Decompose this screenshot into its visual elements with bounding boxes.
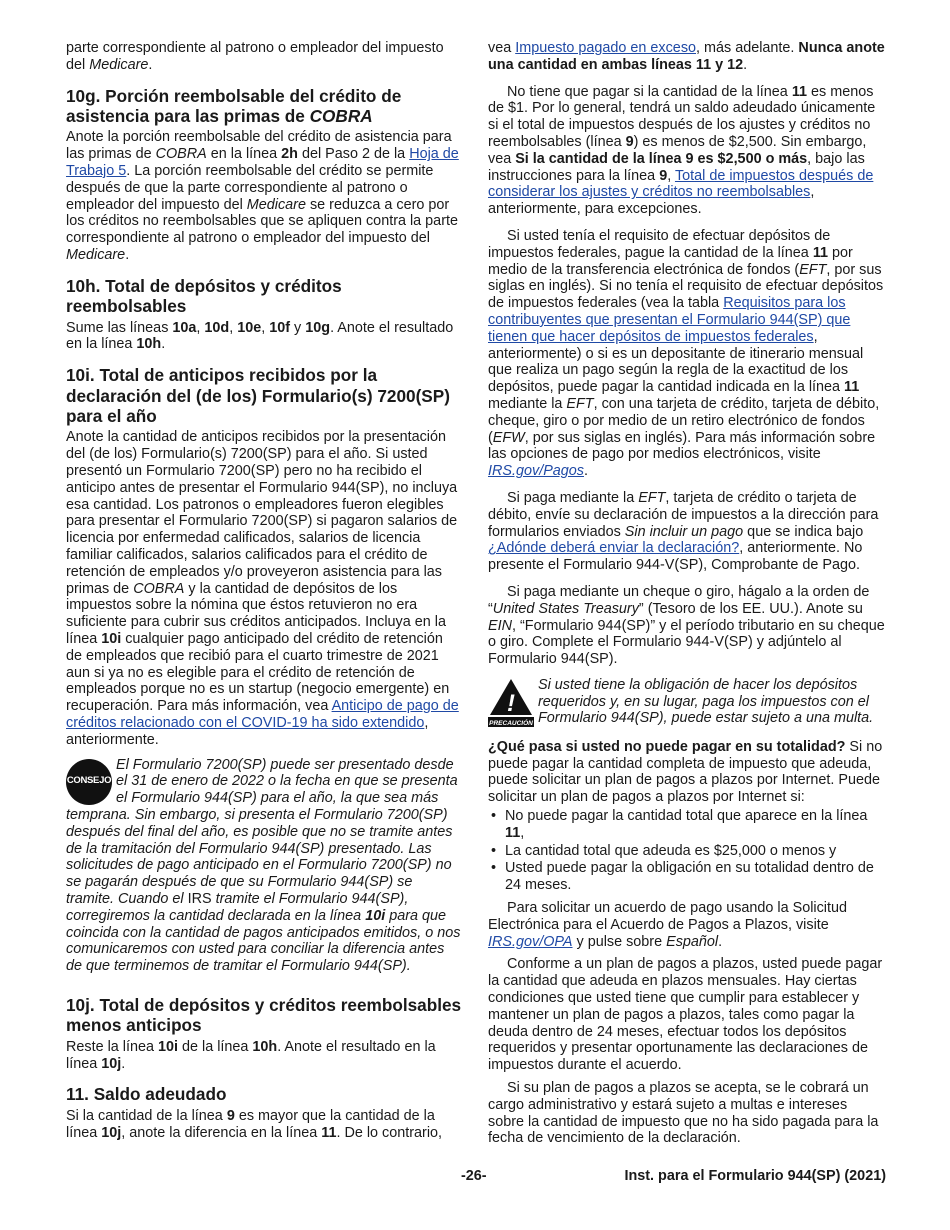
heading-10j: 10j. Total de depósitos y créditos reembolsables menos anticipos <box>66 994 462 1036</box>
link-requisitos-depositos[interactable]: Requisitos para los contribuyentes que presentan el Formulario 944(SP) que tienen que hacer depósitos de impuestos federales <box>488 295 851 345</box>
list-item: • La cantidad total que adeuda es $25,000 o menos y <box>488 843 886 860</box>
link-irs-gov-opa[interactable]: IRS.gov/OPA <box>488 933 573 950</box>
heading-11: 11. Saldo adeudado <box>66 1084 227 1105</box>
paragraph-card: Si paga mediante la EFT, tarjeta de crédito o tarjeta de débito, envíe su declaración de impuestos a la dirección para formularios enviados Sin incluir un pago que se indica bajo ¿Adónde deberá enviar la declaración?, anteriormente. No presente el Formulario 944-V(SP), Comprobante de Pago. <box>488 489 879 574</box>
caution-exclamation: ! <box>507 689 515 717</box>
page-number: -26- <box>461 1168 487 1184</box>
paragraph-10i: Anote la cantidad de anticipos recibidos por la presentación del (de los) Formulario(s) 7200(SP) para el año. Si usted presentó un Formulario 7200(SP) pero no ha recibido el anticipo antes de presentar el Formulario 944(SP), no incluya esa cantidad. Los patronos o empleadores fueron elegibles para presentar el Formulario 7200(SP) si pagaron salarios de licencia por enfermedad calificados, salarios de licencia familiar calificados, salarios calificados para el crédito de retención de empleados y/o proveyeron asistencia para las primas de COBRA y la cantidad de depósitos de los impuestos sobre la nómina que éstos retuvieron no era suficiente para cubrir sus créditos anticipados. Incluya en la línea 10i cualquier pago anticipado del crédito de retención de empleados que recibió para el cuarto trimestre de 2021 aun si ya no es elegible para el crédito de retención de empleados porque no es un startup (negocio emergente) en recuperación. Para más información, vea Anticipo de pago de créditos relacionado con el COVID-19 ha sido extendido, anteriormente. <box>66 429 459 748</box>
link-impuesto-pagado-en-exceso[interactable]: Impuesto pagado en exceso <box>515 40 697 56</box>
link-anticipo-covid[interactable]: Anticipo de pago de créditos relacionado con el COVID-19 ha sido extendido <box>66 698 459 731</box>
document-title: Inst. para el Formulario 944(SP) (2021) <box>624 1168 886 1184</box>
link-hoja-de-trabajo-5[interactable]: Hoja de Trabajo 5 <box>66 146 459 179</box>
intro-paragraph: parte correspondiente al patrono o empleador del impuesto del Medicare. <box>66 40 444 73</box>
link-adonde-enviar[interactable]: ¿Adónde deberá enviar la declaración? <box>488 540 740 557</box>
heading-10i: 10i. Total de anticipos recibidos por la declaración del (de los) Formulario(s) 7200(SP) para el año <box>66 365 450 426</box>
paragraph-opa: Para solicitar un acuerdo de pago usando la Solicitud Electrónica para el Acuerdo de Pagos a Plazos, visite IRS.gov/OPA y pulse sobre Español. <box>488 900 847 950</box>
tip-note: CONSEJO El Formulario 7200(SP) puede ser presentado desde el 31 de enero de 2022 o la fecha en que se presenta el Formulario 944(SP) para el año, la que sea más temprana. Sin embargo, si presenta el Formulario 7200(SP) después del final del año, es posible que no se tramite antes de la tramitación del Formulario 944(SP) presentado. Las solicitudes de pago anticipado en el Formulario 7200(SP) no se pagarán después de que su Formulario 944(SP) se tramite. Cuando el IRS tramite el Formulario 944(SP), corregiremos la cantidad declarada en la línea 10i para que coincida con la cantidad de pagos anticipados emitidos, o nos comunicaremos con usted para conciliar la diferencia antes de que terminemos de tramitar el Formulario 944(SP). <box>66 756 461 975</box>
paragraph-check: Si paga mediante un cheque o giro, hágalo a la orden de “United States Treasury” (Tesoro de los EE. UU.). Anote su EIN, “Formulario 944(SP)” y el período tributario en su cheque o giro. Complete el Formulario 944-V(SP) y adjúntelo al Formulario 944(SP). <box>488 583 885 668</box>
caution-label: PRECAUCIÓN <box>489 719 533 727</box>
paragraph-10j: Reste la línea 10i de la línea 10h. Anote el resultado en la línea 10j. <box>66 1038 436 1072</box>
heading-10g: 10g. Porción reembolsable del crédito de asistencia para las primas de COBRA <box>66 85 402 126</box>
paragraph-continued: vea Impuesto pagado en exceso, más adelante. Nunca anote una cantidad en ambas líneas 11 y 12. <box>488 40 885 73</box>
paragraph-11: Si la cantidad de la línea 9 es mayor que la cantidad de la línea 10j, anote la diferencia en la línea 11. De lo contrario, <box>66 1107 443 1141</box>
paragraph-cannot-pay: ¿Qué pasa si usted no puede pagar en su totalidad? Si no puede pagar la cantidad completa de impuesto que adeuda, puede solicitar un plan de pagos a plazos por Internet. Puede solicitar un plan de pagos a plazos por Internet si: <box>488 738 883 806</box>
list-item: • Usted puede pagar la obligación en su totalidad dentro de 24 meses. <box>488 860 886 894</box>
paragraph-plan: Conforme a un plan de pagos a plazos, usted puede pagar la cantidad que adeuda en plazos mensuales. Hay ciertas condiciones que usted tiene que cumplir para establecer y mantener un plan de pagos a plazos, tales como pagar la deuda dentro de 24 meses, efectuar todos los depósitos requeridos y presentar oportunamente las declaraciones de impuestos durante el acuerdo. <box>488 956 883 1074</box>
paragraph-fee: Si su plan de pagos a plazos se acepta, se le cobrará un cargo administrativo y estará sujeto a multas e intereses sobre la cantidad de impuesto que no ha sido pagada para la fecha de vencimiento de la declaración. <box>488 1080 879 1147</box>
paragraph-no-pay: No tiene que pagar si la cantidad de la línea 11 es menos de $1. Por lo general, tendrá un saldo adeudado únicamente si el total de impuestos después de los ajustes y créditos no reembolsables (línea 9) es menos de $2,500. Sin embargo, vea Si la cantidad de la línea 9 es $2,500 o más, bajo las instrucciones para la línea 9, Total de impuestos después de considerar los ajustes y créditos no reembolsables, anteriormente, para excepciones. <box>488 83 876 218</box>
link-total-impuestos-ajustes[interactable]: Total de impuestos después de considerar los ajustes y créditos no reembolsables <box>488 167 874 201</box>
left-column <box>66 40 462 1141</box>
link-irs-gov-pagos[interactable]: IRS.gov/Pagos <box>488 463 584 480</box>
conditions-list <box>488 808 886 894</box>
paragraph-10h: Sume las líneas 10a, 10d, 10e, 10f y 10g. Anote el resultado en la línea 10h. <box>66 319 454 353</box>
paragraph-10g: Anote la porción reembolsable del crédito de asistencia para las primas de COBRA en la línea 2h del Paso 2 de la Hoja de Trabajo 5. La porción reembolsable del crédito se permite después de que la parte correspondiente al patrono o empleador del impuesto del Medicare se reduzca a cero por los créditos no reembolsables que se apliquen contra la parte correspondiente al patrono o empleador del impuesto del Medicare. <box>66 129 459 263</box>
caution-icon <box>488 677 534 727</box>
consejo-icon: CONSEJO <box>66 759 112 805</box>
caution-text: Si usted tiene la obligación de hacer los depósitos requeridos y, en su lugar, paga los impuestos con el Formulario 944(SP), puede estar sujeto a una multa. <box>538 676 874 727</box>
paragraph-eft: Si usted tenía el requisito de efectuar depósitos de impuestos federales, pague la cantidad de la línea 11 por medio de la transferencia electrónica de fondos (EFT, por sus siglas en inglés). Si no tenía el requisito de efectuar depósitos de impuestos federales (vea la tabla Requisitos para los contribuyentes que presentan el Formulario 944(SP) que tienen que hacer depósitos de impuestos federales, anteriormente) o si es un depositante de itinerario mensual que realiza un pago según la regla de la exactitud de los depósitos, puede pagar la cantidad indicada en la línea 11 mediante la EFT, con una tarjeta de crédito, tarjeta de débito, cheque, giro o por medio de un retiro electrónico de fondos (EFW, por sus siglas en inglés). Para más información sobre las opciones de pago por medios electrónicos, visite IRS.gov/Pagos. <box>488 227 884 480</box>
right-column <box>488 40 886 1147</box>
heading-10h: 10h. Total de depósitos y créditos reembolsables <box>66 275 342 317</box>
caution-note <box>488 677 886 729</box>
list-item: • No puede pagar la cantidad total que aparece en la línea 11, <box>488 808 886 842</box>
